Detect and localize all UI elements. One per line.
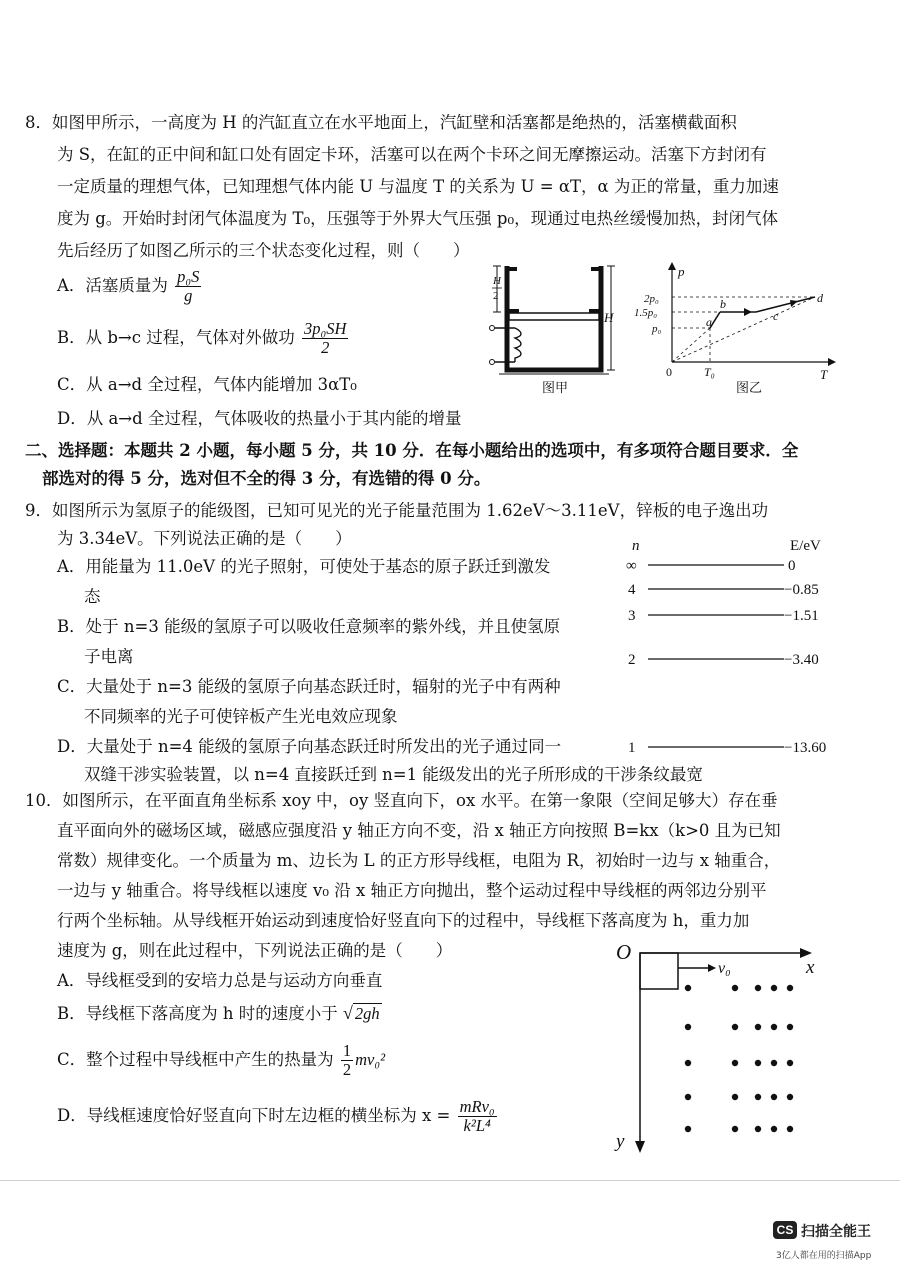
option-label: B．从 b→c 过程，气体对外做功: [57, 328, 295, 347]
tick-label: T₀: [704, 365, 715, 379]
q10-text-line: 速度为 g，则在此过程中，下列说法正确的是（ ）: [57, 941, 453, 960]
q9-option-a: A．用能量为 11.0eV 的光子照射，可使处于基态的原子跃迁到激发: [57, 557, 551, 576]
energy-level-diagram: [620, 532, 885, 762]
level-header-n: n: [632, 538, 640, 554]
point-label: a: [706, 315, 712, 329]
fraction-numerator: mRv₀: [459, 1097, 495, 1116]
level-n: 4: [628, 582, 636, 598]
tick-label: p₀: [652, 323, 662, 335]
camscanner-logo: CS: [773, 1221, 797, 1239]
point-label: b: [720, 297, 726, 311]
q9-option-b: B．处于 n=3 能级的氢原子可以吸收任意频率的紫外线，并且使氢原: [57, 617, 561, 636]
q9-option-c: C．大量处于 n=3 能级的氢原子向基态跃迁时，辐射的光子中有两种: [57, 677, 561, 696]
brand-name: 扫描全能王: [801, 1224, 871, 1240]
q9-option-c-cont: 不同频率的光子可使锌板产生光电效应现象: [84, 707, 398, 726]
fraction-numerator: p₀S: [177, 267, 200, 286]
q8-option-a: [57, 268, 203, 305]
level-n: 3: [628, 608, 636, 624]
q10-option-d: [57, 1098, 499, 1135]
q8-text-line: 一定质量的理想气体，已知理想气体内能 U 与温度 T 的关系为 U = αT，α 为正的常量，重力加速: [57, 177, 779, 196]
q8-option-c: C．从 a→d 全过程，气体内能增加 3αT₀: [57, 375, 357, 394]
x-axis-label: x: [806, 957, 815, 978]
level-energy: 0: [788, 558, 796, 574]
level-energy: −13.60: [784, 740, 827, 756]
magnetic-field-figure: [610, 935, 835, 1160]
dim-label: H: [604, 310, 614, 325]
level-n: 1: [628, 740, 636, 756]
section-heading: 部选对的得 5 分，选对但不全的得 3 分，有选错的得 0 分。: [42, 469, 491, 488]
q10-text-line: 10．如图所示，在平面直角坐标系 xoy 中，oy 竖直向下，ox 水平。在第一象限（空间足够大）存在垂: [25, 791, 778, 810]
x-axis-label: T: [820, 367, 828, 382]
fraction: [302, 320, 348, 357]
q9-option-b-cont: 子电离: [84, 647, 134, 666]
level-n: ∞: [626, 558, 637, 574]
origin-label: 0: [666, 365, 672, 379]
q10-option-b: B．导线框下落高度为 h 时的速度小于 √ 2gh: [57, 1003, 380, 1023]
point-label: d: [817, 291, 823, 305]
q9-option-a-cont: 态: [84, 587, 101, 606]
q9-option-d-cont: 双缝干涉实验装置，以 n=4 直接跃迁到 n=1 能级发出的光子所形成的干涉条纹最宽: [84, 765, 703, 784]
option-label: B．导线框下落高度为 h 时的速度小于: [57, 1004, 338, 1023]
q9-text-line: 为 3.34eV。下列说法正确的是（ ）: [57, 529, 352, 548]
q10-option-a: A．导线框受到的安培力总是与运动方向垂直: [57, 971, 383, 990]
dim-label: 2: [493, 290, 499, 302]
q10-text-line: 常数）规律变化。一个质量为 m、边长为 L 的正方形导线框，电阻为 R，初始时一边与 x 轴重合，: [57, 851, 781, 870]
section-heading: 二、选择题：本题共 2 小题，每小题 5 分，共 10 分．在每小题给出的选项中，有多项符合题目要求．全: [25, 441, 799, 460]
footer-divider: [0, 1180, 900, 1181]
q10-text-line: 一边与 y 轴重合。将导线框以速度 v₀ 沿 x 轴正方向抛出，整个运动过程中导线框的两邻边分别平: [57, 881, 767, 900]
q8-text-line: 先后经历了如图乙所示的三个状态变化过程，则（ ）: [57, 241, 470, 260]
level-energy: −1.51: [784, 608, 819, 624]
fraction-denominator: 2: [342, 1060, 352, 1079]
level-energy: −0.85: [784, 582, 819, 598]
fraction-denominator: k²L⁴: [463, 1116, 491, 1135]
level-energy: −3.40: [784, 652, 819, 668]
fraction: [341, 1042, 353, 1079]
sqrt-content: 2gh: [354, 1004, 380, 1023]
figure-caption: 图甲: [542, 380, 569, 395]
q10-text-line: 直平面向外的磁场区域，磁感应强度沿 y 轴正方向不变，沿 x 轴正方向按照 B=kx（k>0 且为已知: [57, 821, 781, 840]
level-header-e: E/eV: [790, 538, 821, 554]
cylinder-figure: [485, 262, 620, 397]
point-label: c: [773, 309, 779, 323]
tick-label: 2p₀: [644, 293, 659, 305]
dim-label: H: [493, 275, 501, 287]
q9-text-line: 9．如图所示为氢原子的能级图，已知可见光的光子能量范围为 1.62eV～3.11eV，锌板的电子逸出功: [25, 501, 769, 520]
velocity-label: v₀: [718, 960, 731, 977]
level-n: 2: [628, 652, 636, 668]
origin-label: O: [616, 940, 632, 964]
q10-option-c: [57, 1042, 385, 1079]
y-axis-label: y: [616, 1131, 625, 1152]
q8-option-b: [57, 320, 350, 357]
option-label: D．导线框速度恰好竖直向下时左边框的横坐标为 x =: [57, 1106, 451, 1125]
fraction: [458, 1098, 497, 1135]
math-term: mv₀²: [355, 1050, 386, 1069]
tick-label: 1.5p₀: [634, 307, 658, 319]
brand-tagline: 3亿人都在用的扫描App: [776, 1251, 872, 1261]
fraction: [175, 268, 201, 305]
option-label: A．活塞质量为: [57, 276, 168, 295]
fraction-numerator: 1: [342, 1041, 352, 1060]
pt-graph: [634, 262, 840, 397]
fraction-numerator: 3p₀SH: [304, 319, 347, 338]
figure-caption: 图乙: [736, 380, 763, 395]
q8-text-line: 为 S，在缸的正中间和缸口处有固定卡环，活塞可以在两个卡环之间无摩擦运动。活塞下方封闭有: [57, 145, 767, 164]
q8-text-line: 8．如图甲所示，一高度为 H 的汽缸直立在水平地面上，汽缸壁和活塞都是绝热的，活塞横截面积: [25, 113, 737, 132]
fraction-denominator: 2: [321, 338, 330, 357]
option-label: C．整个过程中导线框中产生的热量为: [57, 1050, 334, 1069]
y-axis-label: p: [678, 264, 685, 279]
fraction-denominator: g: [184, 286, 193, 305]
q9-option-d: D．大量处于 n=4 能级的氢原子向基态跃迁时所发出的光子通过同一: [57, 737, 562, 756]
q8-text-line: 度为 g。开始时封闭气体温度为 T₀，压强等于外界大气压强 p₀，现通过电热丝缓慢加热，封闭气体: [57, 209, 779, 228]
q8-option-d: D．从 a→d 全过程，气体吸收的热量小于其内能的增量: [57, 409, 462, 428]
q10-text-line: 行两个坐标轴。从导线框开始运动到速度恰好竖直向下的过程中，导线框下落高度为 h，重力加: [57, 911, 750, 930]
